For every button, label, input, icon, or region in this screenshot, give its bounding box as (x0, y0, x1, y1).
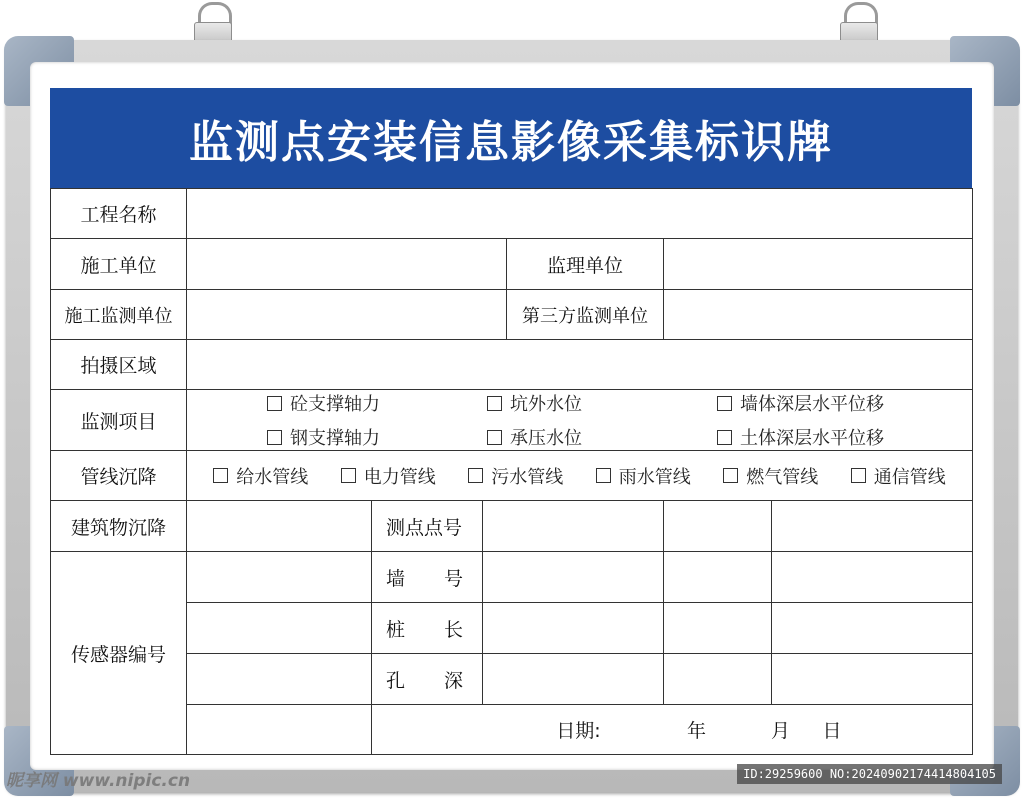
checkbox-label: 墙体深层水平位移 (740, 394, 884, 415)
wall-number-cell-2 (664, 552, 772, 603)
pile-length-cell-3 (772, 603, 973, 654)
construction-unit-value (187, 239, 507, 290)
checkbox-label: 砼支撑轴力 (290, 394, 380, 415)
monitoring-items-label: 监测项目 (51, 390, 187, 451)
construction-monitoring-unit-value (187, 290, 507, 340)
pipeline-settlement-label: 管线沉降 (51, 451, 187, 501)
checkbox-label: 通信管线 (873, 466, 946, 488)
checkbox-label: 给水管线 (236, 466, 309, 488)
wall-number-cell-1 (483, 552, 664, 603)
sensor-value-1 (187, 552, 372, 603)
checkbox-label: 污水管线 (491, 466, 564, 488)
wall-number-char-2: 号 (444, 567, 464, 590)
checkbox-icon (267, 396, 282, 411)
row-building-settlement (51, 501, 973, 552)
project-name-label: 工程名称 (51, 189, 187, 239)
sign-panel (50, 88, 972, 754)
checkbox-outside-water-level[interactable] (487, 390, 717, 416)
checkbox-icon (267, 430, 282, 445)
checkbox-icon (468, 468, 483, 483)
supervision-unit-value (664, 239, 973, 290)
row-date (51, 705, 973, 755)
checkbox-label: 土体深层水平位移 (740, 428, 884, 449)
wall-number-cell-3 (772, 552, 973, 603)
hole-depth-cell-2 (664, 654, 772, 705)
hole-depth-char-2: 深 (444, 669, 464, 692)
row-pipeline-settlement (51, 451, 973, 501)
construction-monitoring-unit-label: 施工监测单位 (51, 290, 187, 340)
checkbox-icon (596, 468, 611, 483)
checkbox-steel-support-force[interactable] (267, 424, 487, 450)
date-label: 日期: (556, 720, 601, 742)
row-monitoring-unit (51, 290, 973, 340)
checkbox-label: 雨水管线 (618, 466, 691, 488)
checkbox-label: 坑外水位 (510, 394, 582, 415)
pile-length-label (372, 603, 483, 654)
row-construction-unit (51, 239, 973, 290)
hole-depth-char-1: 孔 (386, 669, 406, 692)
third-party-monitoring-unit-value (664, 290, 973, 340)
building-settlement-value (187, 501, 372, 552)
pile-length-cell-1 (483, 603, 664, 654)
checkbox-power-pipeline[interactable] (341, 463, 436, 489)
sign-title: 监测点安装信息影像采集标识牌 (189, 117, 833, 168)
checkbox-icon (487, 396, 502, 411)
row-pile-length (51, 603, 973, 654)
checkbox-icon (717, 396, 732, 411)
checkbox-icon (487, 430, 502, 445)
pile-length-cell-2 (664, 603, 772, 654)
checkbox-concrete-support-force[interactable] (267, 390, 487, 416)
row-monitoring-items (51, 390, 973, 451)
hole-depth-cell-1 (483, 654, 664, 705)
year-label: 年 (686, 720, 706, 742)
construction-unit-label: 施工单位 (51, 239, 187, 290)
building-settlement-label: 建筑物沉降 (51, 501, 187, 552)
checkbox-icon (213, 468, 228, 483)
hole-depth-label (372, 654, 483, 705)
checkbox-soil-deep-displacement[interactable] (717, 424, 917, 450)
third-party-monitoring-unit-label: 第三方监测单位 (507, 290, 664, 340)
sensor-value-2 (187, 603, 372, 654)
shooting-area-label: 拍摄区域 (51, 340, 187, 390)
shooting-area-value (187, 340, 973, 390)
checkbox-rainwater-pipeline[interactable] (596, 463, 691, 489)
row-hole-depth (51, 654, 973, 705)
checkbox-label: 钢支撑轴力 (290, 428, 380, 449)
pile-length-char-1: 桩 (386, 618, 406, 641)
project-name-value (187, 189, 973, 239)
checkbox-icon (851, 468, 866, 483)
checkbox-sewage-pipeline[interactable] (468, 463, 563, 489)
monitoring-items-options (187, 390, 973, 451)
wall-number-char-1: 墙 (386, 567, 406, 590)
row-project-name (51, 189, 973, 239)
checkbox-label: 燃气管线 (746, 466, 819, 488)
checkbox-confined-water-level[interactable] (487, 424, 717, 450)
sensor-value-3 (187, 654, 372, 705)
point-number-cell-1 (483, 501, 664, 552)
hole-depth-cell-3 (772, 654, 973, 705)
pile-length-char-2: 长 (444, 618, 464, 641)
checkbox-gas-pipeline[interactable] (723, 463, 818, 489)
row-wall-number (51, 552, 973, 603)
sign-header (50, 88, 972, 188)
checkbox-icon (723, 468, 738, 483)
point-number-cell-2 (664, 501, 772, 552)
point-number-cell-3 (772, 501, 973, 552)
checkbox-water-supply-pipeline[interactable] (213, 463, 308, 489)
day-label: 日 (822, 720, 842, 742)
date-line (372, 705, 973, 755)
watermark-id: ID:29259600 NO:20240902174414804105 (737, 764, 1002, 784)
pipeline-options (187, 451, 973, 501)
checkbox-telecom-pipeline[interactable] (851, 463, 946, 489)
month-label: 月 (770, 720, 790, 742)
checkbox-label: 电力管线 (363, 466, 436, 488)
checkbox-icon (717, 430, 732, 445)
info-table (50, 188, 973, 755)
watermark-site: 昵享网 www.nipic.cn (6, 771, 191, 791)
sensor-number-label: 传感器编号 (51, 552, 187, 755)
point-number-label: 测点点号 (372, 501, 483, 552)
checkbox-icon (341, 468, 356, 483)
supervision-unit-label: 监理单位 (507, 239, 664, 290)
row-shooting-area (51, 340, 973, 390)
checkbox-label: 承压水位 (510, 428, 582, 449)
wall-number-label (372, 552, 483, 603)
checkbox-wall-deep-displacement[interactable] (717, 390, 917, 416)
sensor-value-4 (187, 705, 372, 755)
